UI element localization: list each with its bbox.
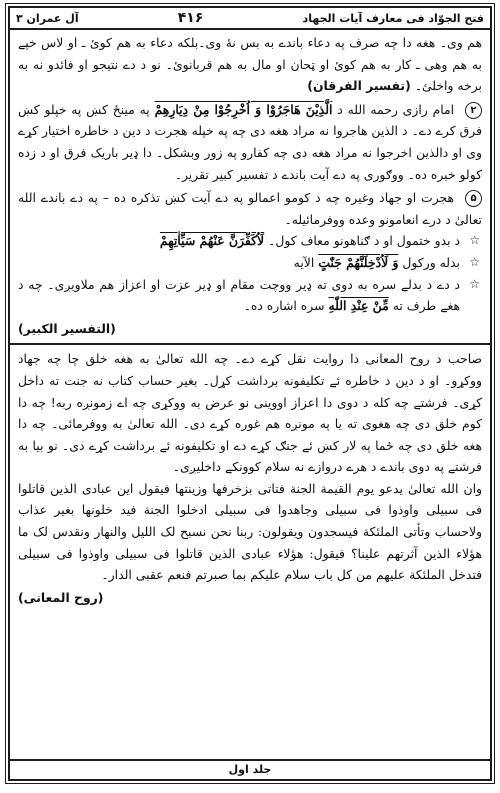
reward-3-rest: سره اشاره ده۔ [243, 298, 325, 314]
section-divider [10, 343, 490, 345]
surah-label: آل عمران ۳ [16, 11, 79, 25]
quran-quote-jannat: وَ لَاُدْخِلَنَّهُمْ جَنّٰتٍ [318, 254, 399, 270]
reward-item-3 [18, 274, 482, 317]
paragraph-intro [18, 32, 482, 97]
page-number: ۴۱۶ [177, 10, 204, 26]
kabir-reference: (التفسیر الکبیر) [18, 320, 116, 336]
section-2-lead: امام رازی رحمه الله د [337, 101, 455, 117]
section-5-text: هجرت او جهاد وغیره چه د کومو اعمالو په دے آیت کښ تذکره ده – په دے باندے الله تعالیٰ د درے انعامونو وعده ووفرمائیله۔ [18, 190, 482, 227]
quran-quote-kaffir: لَاُكَفِّرَنَّ عَنْهُمْ سَيِّاٰتِهِمْ [159, 233, 265, 249]
page-frame [8, 6, 492, 781]
section-number-2: ۲ [465, 102, 482, 119]
section-number-5: ۵ [465, 190, 482, 207]
reward-item-2 [18, 252, 482, 274]
maani-reference: (روح المعانی) [18, 589, 104, 605]
quran-quote-inda-allah: مِّنْ عِنْدِ اللّٰهِ [328, 298, 389, 314]
furqan-reference: (تفسیر الفرقان) [307, 78, 411, 94]
section-2 [18, 99, 482, 185]
book-title: فتح الجوّاد فی معارف آیات الجهاد [302, 11, 484, 25]
quran-quote-hijrah: الَّذِيْنَ هَاجَرُوْا وَ اُخْرِجُوْا مِنْ دِيَارِهِمْ [154, 101, 333, 117]
reward-item-1 [18, 230, 482, 252]
page-body [10, 30, 490, 608]
paragraph-ruh-al-maani: صاحب د روح المعانی دا روایت نقل کړے دے۔ چه الله تعالیٰ به هغه خلق چا چه جهاد ووکړو۔ او د دین د خاطره ئے تکلیفونه برداشت کړل۔ بغیر حساب کتاب نه جنت ته داخل کړی۔ فرشتے چه کله د دوی دا اعزاز اووینی نو عرض به ووکړی چه اے زمونږه ربه! چه دا کوم خلق دی چه هغوی ته یا په مونږه هم غوره کړے دی۔ الله تعالیٰ به ووفرمائی۔ چه دا هغه خلق دی چه ځما په لار کښ ئے جنګ کړے دے او تکلیفونه ئے برداشت کړے دی۔ نو بیا به فرشتے په دوی باندے د هرے دروازے نه سلام کوونکے داخلیږی۔ [18, 351, 482, 475]
reward-2-tail: الآیه [293, 254, 315, 270]
volume-footer [10, 759, 490, 779]
reward-2-text: بدله ورکول [402, 254, 460, 270]
running-header [10, 8, 490, 30]
reward-1-text: د بدو ختمول او د ګناهونو معاف کول۔ [268, 233, 460, 249]
intro-text: هم وی۔ هغه دا چه صرف په دعاء باندے به بس نۀ وی۔بلکه دعاء به هم کوئ ـ او لاس خپے به هم وهی ـ کار به هم کوئ او ټحان او مال به هم قربانوئ۔ نو د دے نتیجو او فائدو نه به برخه واخلئ۔ [18, 35, 482, 94]
volume-label: جلد اول [228, 763, 272, 776]
arabic-hadith-text: وان الله تعالیٰ یدعو یوم القیمة الجنة فتاتی بزخرفها وزینتها فیقول این عبادی الذین قاتلوا فی سبیلی واوذوا فی سبیلی وجاهدوا فی سبیلی ادخلوا الجنة فید خلونها بغیر عذاب ولاحساب وتأتی الملئکة فیسجدون ویقولون: ربنا نحن نسبح لک اللیل والنهار ونقدس لک ما هؤلاء الذین آثرتهم علینا؟ فیقول: هؤلاء عبادی الذین قاتلوا فی سبیلی واوذوا فی سبیلی فتدخل الملئکة علیهم من کل باب سلام علیکم بما صبرتم فنعم عقبی الدار۔ [18, 480, 482, 583]
section-5 [18, 187, 482, 230]
reward-3-text: د دے د بدلے سره به دوی ته ډیر ووچت مقام او ډیر عزت او اعزاز هم ملاویږی۔ چه د هغے طرف ته [18, 276, 460, 314]
section-2-text: په مینځ کښ په خپلو کښ فرق کرے دے۔ د الذین هاجروا نه مراد هغه دی چه په خپله هجرت د دین د خاطره اختیار کړے وی او دالذین اخرجوا نه مراد هغه دی چه کفارو په زور وبشکل۔ دا ډیر باریک فرق او د زده کولو خبره ده۔ ووګوری په دے آیت باندے د تفسیر کبیر تقریر۔ [18, 101, 482, 182]
